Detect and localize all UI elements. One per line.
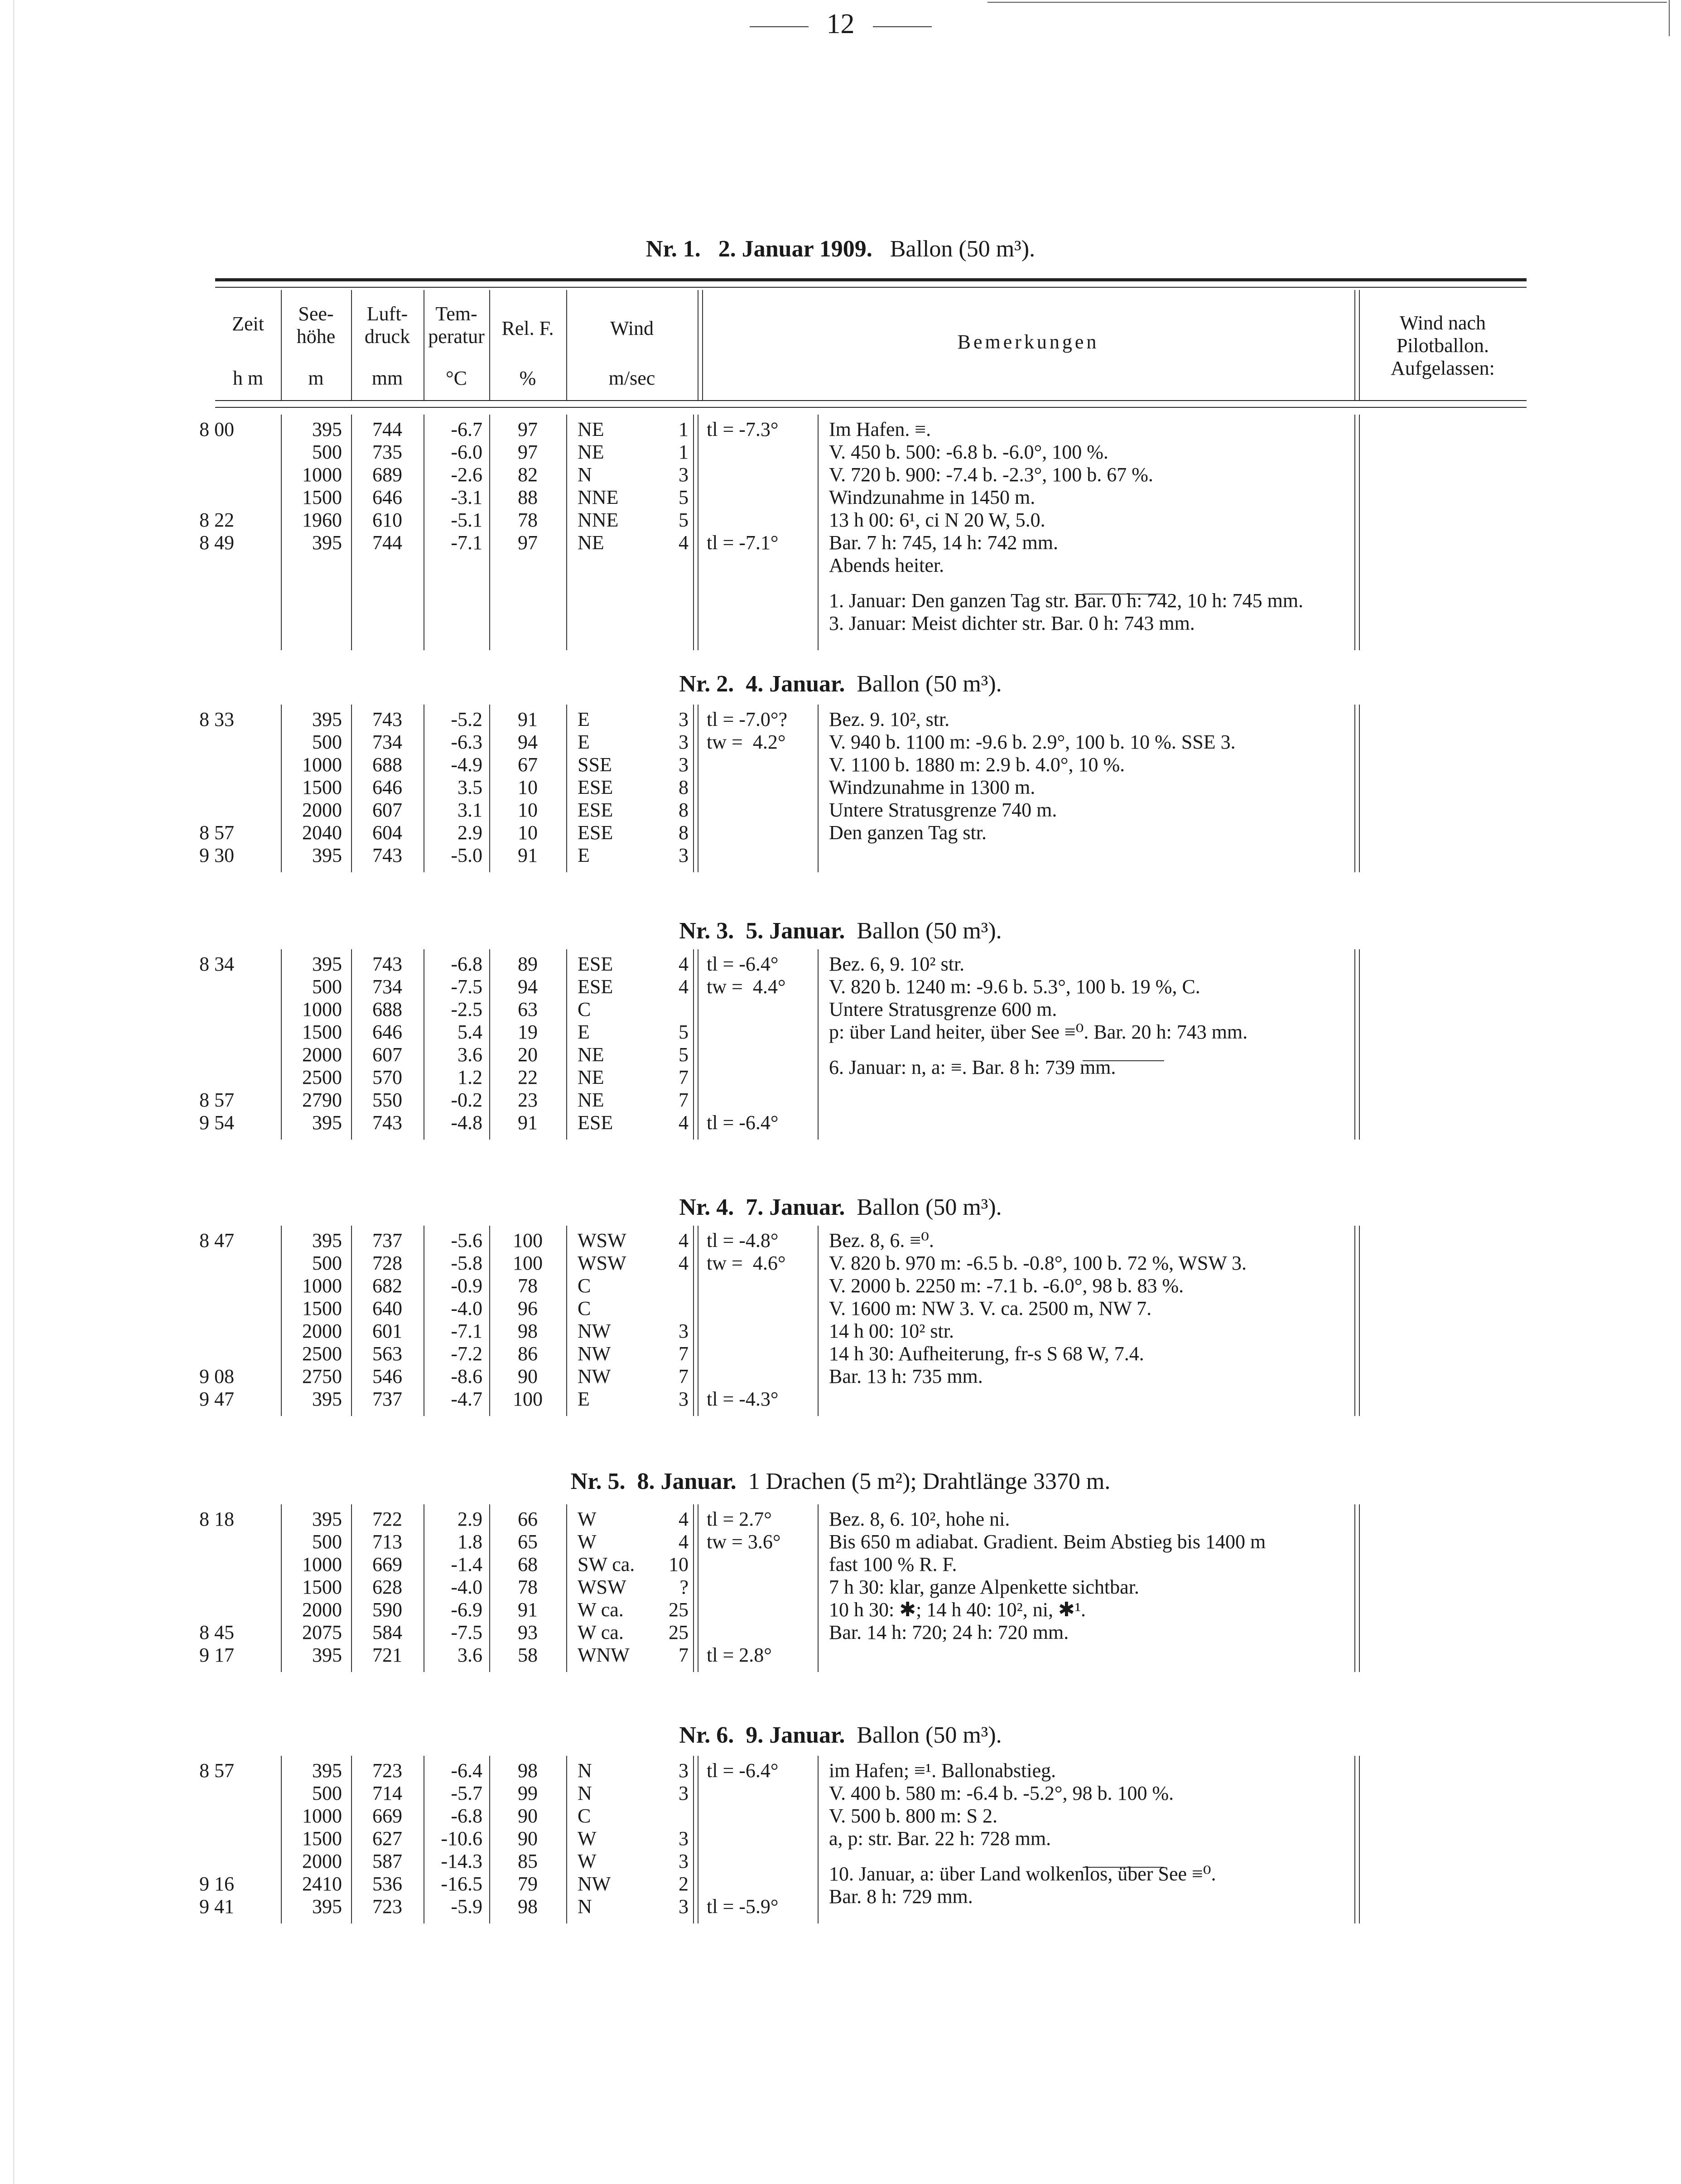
col-wind-direction: E E SSE ESE ESE ESE E: [578, 708, 613, 866]
section-title-date: 7. Januar.: [746, 1194, 845, 1220]
col-tl: tl = -6.4° tl = -5.9°: [707, 1759, 779, 1918]
header-rule-bottom: [215, 400, 1527, 401]
remarks-line: 14 h 00: 10² str.: [829, 1320, 954, 1342]
header-wind: Wind: [610, 317, 654, 339]
section-title-rest: Ballon (50 m³).: [857, 918, 1002, 944]
remarks-block: [829, 1759, 1350, 1908]
page-number-text: 12: [826, 9, 855, 39]
section-title-rest: 1 Drachen (5 m²); Drahtlänge 3370 m.: [748, 1469, 1111, 1494]
col-zeit: 8 47 9 08 9 47: [199, 1229, 234, 1410]
section-title: [0, 1722, 1681, 1749]
col-temperatur: 2.9 1.8 -1.4 -4.0 -6.9 -7.5 3.6: [451, 1508, 482, 1666]
col-zeit: 8 57 9 16 9 41: [199, 1759, 234, 1918]
top-rule: [987, 2, 1667, 3]
column-rule: [566, 949, 567, 1140]
remarks-separator: [829, 1850, 1350, 1863]
header-bemerkungen: Bemerkungen: [957, 331, 1099, 353]
header-seehoehe: See- höhe: [296, 303, 336, 348]
remarks-block: [829, 708, 1350, 844]
remarks-line: Bez. 8, 6. 10², hohe ni.: [829, 1508, 1010, 1530]
col-zeit: 8 33 8 57 9 30: [199, 708, 234, 866]
section-title-rest: Ballon (50 m³).: [857, 1722, 1002, 1748]
column-rule: [566, 1226, 567, 1416]
column-rule-double: [693, 949, 694, 1140]
remarks-line: Den ganzen Tag str.: [829, 821, 987, 844]
remarks-line: V. 1600 m: NW 3. V. ca. 2500 m, NW 7.: [829, 1297, 1152, 1319]
col-luftdruck: 723 714 669 627 587 536 723: [372, 1759, 402, 1918]
col-zeit: 8 00 8 22 8 49: [199, 418, 234, 554]
col-relf: 100 100 78 96 98 86 90 100: [513, 1229, 543, 1410]
title-rest: Ballon (50 m³).: [890, 236, 1036, 262]
remarks-line: 6. Januar: n, a: ≡. Bar. 8 h: 739 mm.: [829, 1056, 1116, 1078]
remarks-line: Bar. 7 h: 745, 14 h: 742 mm.: [829, 532, 1058, 554]
col-relf: 66 65 68 78 91 93 58: [518, 1508, 538, 1666]
remarks-line: Windzunahme in 1300 m.: [829, 776, 1036, 798]
col-temperatur: -6.7 -6.0 -2.6 -3.1 -5.1 -7.1: [451, 418, 482, 554]
col-seehoehe: 395 500 1000 1500 2000 2410 395: [302, 1759, 342, 1918]
title-date: 2. Januar 1909.: [718, 236, 872, 262]
header-luftdruck: Luft- druck: [364, 303, 410, 348]
col-wind-speed: 3 3 3 3 2 3: [679, 1759, 689, 1918]
section-title-nr: Nr. 5.: [570, 1469, 626, 1494]
remarks-rule: [818, 705, 819, 872]
remarks-line: V. 820 b. 1240 m: -9.6 b. 5.3°, 100 b. 19 %, C.: [829, 976, 1200, 998]
column-rule-double: [693, 1226, 694, 1416]
col-wind-speed: 3 3 3 8 8 8 3: [679, 708, 689, 866]
col-relf: 89 94 63 19 20 22 23 91: [518, 953, 538, 1134]
section-title-rest: Ballon (50 m³).: [857, 671, 1002, 697]
remarks-line: 10 h 30: ✱; 14 h 40: 10², ni, ✱¹.: [829, 1599, 1086, 1621]
col-tl: tl = -4.8° tw = 4.6° tl = -4.3°: [707, 1229, 786, 1410]
col-wind-direction: N N C W W NW N: [578, 1759, 611, 1918]
remarks-line: V. 400 b. 580 m: -6.4 b. -5.2°, 98 b. 100 %.: [829, 1782, 1174, 1804]
section-title-date: 4. Januar.: [746, 671, 845, 697]
header-temperatur: Tem- peratur: [428, 303, 485, 348]
remarks-line: Abends heiter.: [829, 554, 944, 576]
header-zeit: Zeit: [232, 313, 264, 335]
col-tl: tl = -7.0°? tw = 4.2°: [707, 708, 788, 753]
section-title-date: 9. Januar.: [746, 1722, 845, 1748]
col-seehoehe: 395 500 1000 1500 2000 2500 2790 395: [302, 953, 342, 1134]
col-wind-direction: NE NE N NNE NNE NE: [578, 418, 619, 554]
col-luftdruck: 743 734 688 646 607 604 743: [372, 708, 402, 866]
remarks-separator: [829, 1044, 1350, 1056]
col-tl: tl = 2.7° tw = 3.6° tl = 2.8°: [707, 1508, 781, 1666]
col-luftdruck: 743 734 688 646 607 570 550 743: [372, 953, 402, 1134]
section-title-nr: Nr. 3.: [679, 918, 734, 944]
remarks-line: V. 820 b. 970 m: -6.5 b. -0.8°, 100 b. 72 %, WSW 3.: [829, 1252, 1247, 1274]
remarks-line: im Hafen; ≡¹. Ballonabstieg.: [829, 1759, 1056, 1782]
remarks-line: p: über Land heiter, über See ≡⁰. Bar. 20 h: 743 mm.: [829, 1021, 1248, 1043]
col-luftdruck: 722 713 669 628 590 584 721: [372, 1508, 402, 1666]
col-wind-direction: ESE ESE C E NE NE NE ESE: [578, 953, 613, 1134]
remarks-line: V. 500 b. 800 m: S 2.: [829, 1805, 998, 1827]
remarks-rule: [818, 415, 819, 650]
remarks-separator: [829, 577, 1350, 589]
remarks-line: V. 940 b. 1100 m: -9.6 b. 2.9°, 100 b. 10 %. SSE 3.: [829, 731, 1236, 753]
section-title: [0, 918, 1681, 944]
header-temperatur-unit: °C: [446, 367, 467, 389]
remarks-block: [829, 953, 1350, 1079]
section-title-nr: Nr. 2.: [679, 671, 734, 697]
remarks-line: Bez. 9. 10², str.: [829, 708, 950, 730]
col-wind-speed: 4 4 3 7 7 3: [679, 1229, 689, 1410]
col-seehoehe: 395 500 1000 1500 1960 395: [302, 418, 342, 554]
remarks-line: V. 450 b. 500: -6.8 b. -6.0°, 100 %.: [829, 441, 1108, 463]
remarks-line: Bez. 6, 9. 10² str.: [829, 953, 965, 975]
col-temperatur: -5.6 -5.8 -0.9 -4.0 -7.1 -7.2 -8.6 -4.7: [451, 1229, 482, 1410]
section-title-nr: Nr. 6.: [679, 1722, 734, 1748]
col-zeit: 8 18 8 45 9 17: [199, 1508, 234, 1666]
header-sep-double: [1354, 290, 1355, 400]
remarks-line: 7 h 30: klar, ganze Alpenkette sichtbar.: [829, 1576, 1139, 1598]
remarks-line: a, p: str. Bar. 22 h: 728 mm.: [829, 1827, 1051, 1850]
remarks-block: [829, 1508, 1350, 1644]
column-rule-double: [1354, 705, 1355, 872]
col-zeit: 8 34 8 57 9 54: [199, 953, 234, 1134]
section-title: [0, 1468, 1681, 1495]
col-luftdruck: 737 728 682 640 601 563 546 737: [372, 1229, 402, 1410]
column-rule-double: [693, 415, 694, 650]
remarks-line: Bez. 8, 6. ≡⁰.: [829, 1229, 934, 1251]
section-title-rest: Ballon (50 m³).: [857, 1194, 1002, 1220]
col-relf: 91 94 67 10 10 10 91: [518, 708, 538, 866]
col-tl: tl = -7.3° tl = -7.1°: [707, 418, 779, 554]
remarks-line: 1. Januar: Den ganzen Tag str. Bar. 0 h: 742, 10 h: 745 mm.: [829, 589, 1304, 612]
remarks-line: Untere Stratusgrenze 740 m.: [829, 799, 1057, 821]
col-wind-direction: WSW WSW C C NW NW NW E: [578, 1229, 626, 1410]
remarks-line: Windzunahme in 1450 m.: [829, 486, 1036, 508]
col-wind-speed: 1 1 3 5 5 4: [679, 418, 689, 554]
col-temperatur: -5.2 -6.3 -4.9 3.5 3.1 2.9 -5.0: [451, 708, 482, 866]
header-rule-top-thin: [215, 287, 1527, 288]
remarks-line: Bar. 14 h: 720; 24 h: 720 mm.: [829, 1621, 1069, 1643]
remarks-line: 10. Januar, a: über Land wolkenlos, über See ≡⁰.: [829, 1863, 1216, 1885]
column-rule-double: [693, 705, 694, 872]
col-temperatur: -6.8 -7.5 -2.5 5.4 3.6 1.2 -0.2 -4.8: [451, 953, 482, 1134]
remarks-line: V. 2000 b. 2250 m: -7.1 b. -6.0°, 98 b. 83 %.: [829, 1275, 1184, 1297]
column-rule: [566, 705, 567, 872]
section-title-nr: Nr. 4.: [679, 1194, 734, 1220]
column-rule-double: [1354, 1504, 1355, 1672]
column-rule-double: [1354, 1756, 1355, 1923]
header-zeit-unit: h m: [232, 367, 264, 389]
column-rule-double: [1354, 1226, 1355, 1416]
remarks-line: 14 h 30: Aufheiterung, fr-s S 68 W, 7.4.: [829, 1343, 1144, 1365]
remarks-line: V. 720 b. 900: -7.4 b. -2.3°, 100 b. 67 %.: [829, 464, 1153, 486]
remarks-block: [829, 418, 1350, 635]
remarks-line: 13 h 00: 6¹, ci N 20 W, 5.0.: [829, 509, 1045, 531]
remarks-line: fast 100 % R. F.: [829, 1553, 957, 1575]
section-title: [0, 1194, 1681, 1221]
remarks-rule: [818, 1756, 819, 1923]
col-wind-direction: W W SW ca. WSW W ca. W ca. WNW: [578, 1508, 635, 1666]
column-rule: [566, 1756, 567, 1923]
col-seehoehe: 395 500 1000 1500 2000 2040 395: [302, 708, 342, 866]
remarks-line: Im Hafen. ≡.: [829, 418, 931, 440]
title-nr: Nr. 1.: [645, 236, 701, 262]
remarks-line: Bar. 13 h: 735 mm.: [829, 1365, 983, 1387]
section-title: [0, 671, 1681, 697]
column-rule-double: [1354, 415, 1355, 650]
col-tl: tl = -6.4° tw = 4.4° tl = -6.4°: [707, 953, 786, 1134]
page-number: [0, 8, 1681, 40]
section-title-date: 5. Januar.: [746, 918, 845, 944]
remarks-block: [829, 1229, 1350, 1388]
table-title: [0, 236, 1681, 262]
remarks-rule: [818, 949, 819, 1140]
header-rule-bottom-thin: [215, 407, 1527, 408]
header-relf: Rel. F.: [501, 317, 554, 339]
remarks-line: Bar. 8 h: 729 mm.: [829, 1885, 973, 1908]
header-pilotballon: Wind nach Pilotballon. Aufgelassen:: [1391, 312, 1495, 379]
remarks-line: Bis 650 m adiabat. Gradient. Beim Abstieg bis 1400 m: [829, 1531, 1266, 1553]
column-rule-double: [1354, 949, 1355, 1140]
section-title-date: 8. Januar.: [637, 1469, 737, 1494]
header-seehoehe-unit: m: [308, 367, 324, 389]
remarks-line: V. 1100 b. 1880 m: 2.9 b. 4.0°, 10 %.: [829, 754, 1125, 776]
remarks-line: Untere Stratusgrenze 600 m.: [829, 998, 1057, 1020]
remarks-rule: [818, 1504, 819, 1672]
col-temperatur: -6.4 -5.7 -6.8 -10.6 -14.3 -16.5 -5.9: [441, 1759, 482, 1918]
col-wind-speed: 4 4 5 5 7 7 4: [679, 953, 689, 1134]
col-luftdruck: 744 735 689 646 610 744: [372, 418, 402, 554]
header-luftdruck-unit: mm: [371, 367, 403, 389]
col-seehoehe: 395 500 1000 1500 2000 2075 395: [302, 1508, 342, 1666]
column-rule: [566, 1504, 567, 1672]
column-rule: [566, 415, 567, 650]
header-relf-unit: %: [519, 367, 536, 389]
remarks-line: 3. Januar: Meist dichter str. Bar. 0 h: 743 mm.: [829, 612, 1195, 634]
header-wind-unit: m/sec: [608, 367, 655, 389]
column-rule-double: [693, 1756, 694, 1923]
col-wind-speed: 4 4 10 ? 25 25 7: [669, 1508, 689, 1666]
col-relf: 97 97 82 88 78 97: [518, 418, 538, 554]
col-seehoehe: 395 500 1000 1500 2000 2500 2750 395: [302, 1229, 342, 1410]
col-relf: 98 99 90 90 85 79 98: [518, 1759, 538, 1918]
remarks-rule: [818, 1226, 819, 1416]
header-rule-top: [215, 278, 1527, 281]
column-rule-double: [693, 1504, 694, 1672]
